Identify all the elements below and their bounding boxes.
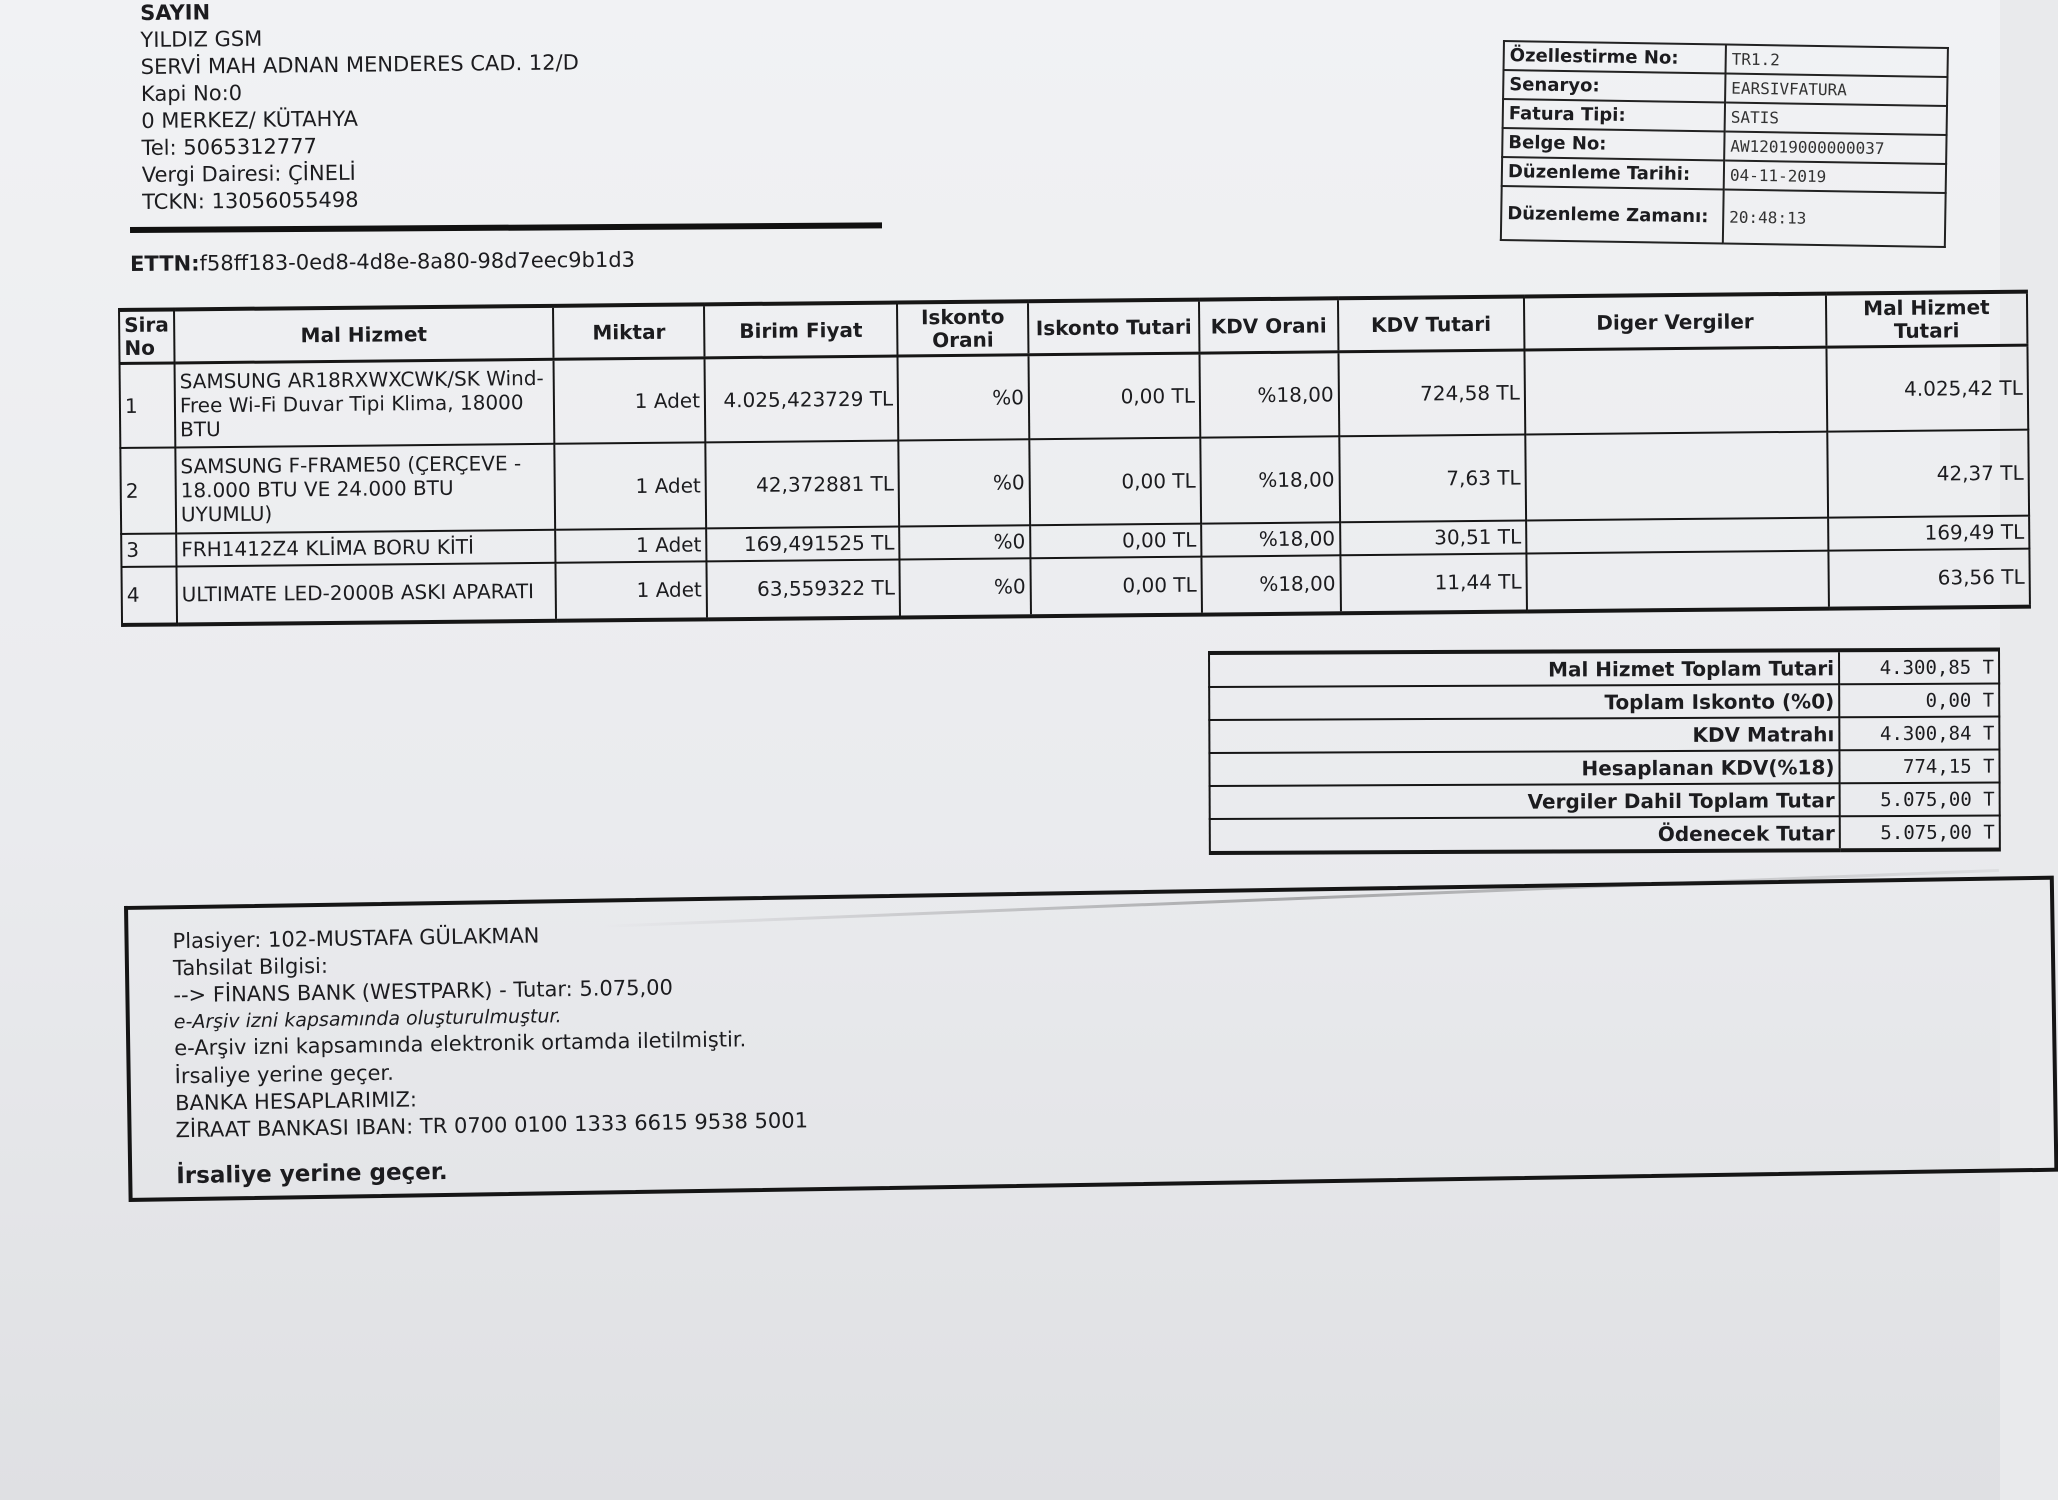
cell-iskonto-orani: %0 (899, 439, 1031, 526)
info-key: Düzenleme Tarihi: (1502, 157, 1724, 189)
cell-mal-hizmet-tutari: 42,37 TL (1827, 429, 2029, 517)
sender-block (140, 0, 580, 216)
cell-miktar: 1 Adet (555, 442, 707, 529)
cell-diger-vergiler (1526, 550, 1828, 611)
info-key: Fatura Tipi: (1503, 99, 1725, 131)
cell-diger-vergiler (1525, 431, 1828, 520)
info-key: Düzenleme Zamanı: (1501, 186, 1724, 243)
cell-mal-hizmet-tutari: 63,56 TL (1828, 548, 2030, 608)
earsiv-note-1: e-Arşiv izni kapsamında oluşturulmuştur. (173, 1005, 562, 1034)
col-kdv-tutari: KDV Tutari (1338, 297, 1525, 352)
sayin-heading: SAYIN (140, 0, 211, 25)
invoice-info-table (1500, 40, 1949, 248)
cell-iskonto-tutari: 0,00 TL (1030, 556, 1202, 616)
cell-kdv-tutari: 7,63 TL (1339, 434, 1526, 522)
sender-divider (130, 222, 882, 233)
irsaliye-bold-note: İrsaliye yerine geçer. (176, 1158, 448, 1190)
col-iskonto-orani: Iskonto Orani (897, 301, 1028, 356)
cell-kdv-orani: %18,00 (1201, 522, 1340, 556)
tahsilat-label: Tahsilat Bilgisi: (172, 953, 329, 981)
info-value: AW12019000000037 (1724, 131, 1946, 163)
earsiv-note-2: e-Arşiv izni kapsamında elektronik ortamda iletilmiştir. (174, 1027, 747, 1061)
ettn-line (130, 248, 635, 276)
ettn-label: ETTN: (130, 251, 200, 276)
cell-birim-fiyat: 169,491525 TL (706, 526, 899, 561)
sender-line: 0 MERKEZ/ KÜTAHYA (141, 106, 359, 133)
cell-kdv-tutari: 30,51 TL (1340, 520, 1526, 555)
tahsilat-line: --> FİNANS BANK (WESTPARK) - Tutar: 5.075,00 (173, 975, 674, 1008)
irsaliye-note: İrsaliye yerine geçer. (174, 1060, 394, 1089)
total-label: Mal Hizmet Toplam Tutari (1209, 650, 1839, 687)
sender-line: Vergi Dairesi: ÇİNELİ (141, 160, 356, 187)
col-diger-vergiler: Diger Vergiler (1524, 294, 1826, 350)
notes-box (124, 876, 2058, 1202)
col-mal-hizmet-tutari: Mal Hizmet Tutari (1826, 292, 2028, 347)
cell-kdv-orani: %18,00 (1199, 352, 1339, 437)
totals-row (1209, 684, 1999, 720)
totals-table (1208, 648, 2001, 855)
sender-line: TCKN: 13056055498 (141, 187, 359, 214)
col-miktar: Miktar (553, 304, 704, 359)
cell-birim-fiyat: 42,372881 TL (705, 440, 899, 528)
totals-row (1209, 750, 1999, 786)
cell-mal-hizmet: SAMSUNG AR18RXWXCWK/SK Wind-Free Wi-Fi Duvar Tipi Klima, 18000 BTU (174, 359, 554, 447)
totals-row (1209, 650, 1999, 687)
col-mal-hizmet: Mal Hizmet (174, 306, 554, 363)
info-key: Belge No: (1502, 128, 1724, 160)
cell-kdv-tutari: 724,58 TL (1338, 350, 1525, 436)
info-row (1501, 186, 1946, 247)
bank-accounts-label: BANKA HESAPLARIMIZ: (174, 1087, 418, 1116)
cell-kdv-orani: %18,00 (1201, 555, 1340, 614)
totals-row (1210, 816, 2000, 853)
info-key: Senaryo: (1503, 70, 1725, 102)
total-label: Vergiler Dahil Toplam Tutar (1210, 783, 1840, 819)
cell-sira: 3 (121, 533, 176, 567)
col-birim-fiyat: Birim Fiyat (704, 303, 898, 358)
total-label: Hesaplanan KDV(%18) (1209, 750, 1839, 786)
sender-line: SERVİ MAH ADNAN MENDERES CAD. 12/D (140, 50, 579, 79)
cell-miktar: 1 Adet (555, 528, 706, 562)
cell-iskonto-orani: %0 (899, 525, 1030, 559)
cell-mal-hizmet-tutari: 4.025,42 TL (1826, 345, 2028, 431)
sender-line: YILDIZ GSM (140, 26, 263, 52)
total-value: 774,15 T (1839, 750, 1999, 784)
sender-line: Kapi No:0 (140, 80, 243, 106)
total-label: Ödenecek Tutar (1210, 816, 1840, 853)
col-iskonto-tutari: Iskonto Tutari (1028, 300, 1200, 355)
cell-mal-hizmet: SAMSUNG F-FRAME50 (ÇERÇEVE - 18.000 BTU VE 24.000 BTU UYUMLU) (175, 443, 555, 533)
total-value: 5.075,00 T (1840, 783, 2000, 817)
cell-birim-fiyat: 4.025,423729 TL (705, 356, 899, 442)
cell-kdv-tutari: 11,44 TL (1340, 553, 1527, 613)
cell-iskonto-orani: %0 (898, 355, 1030, 440)
items-table (118, 290, 2031, 627)
cell-kdv-orani: %18,00 (1200, 436, 1340, 523)
cell-birim-fiyat: 63,559322 TL (707, 559, 901, 619)
info-key: Özellestirme No: (1504, 41, 1726, 73)
cell-mal-hizmet: ULTIMATE LED-2000B ASKI APARATI (176, 562, 556, 624)
info-value: 20:48:13 (1723, 189, 1946, 246)
ettn-value: f58ff183-0ed8-4d8e-8a80-98d7eec9b1d3 (199, 247, 636, 276)
total-value: 5.075,00 T (1840, 816, 2000, 851)
info-value: SATIS (1725, 102, 1947, 134)
cell-diger-vergiler (1524, 347, 1827, 434)
totals-row (1210, 783, 2000, 819)
cell-mal-hizmet: FRH1412Z4 KLİMA BORU KİTİ (176, 529, 556, 566)
info-value: EARSIVFATURA (1725, 73, 1947, 105)
info-value: TR1.2 (1726, 45, 1948, 77)
total-value: 0,00 T (1839, 684, 1999, 718)
cell-mal-hizmet-tutari: 169,49 TL (1828, 515, 2030, 550)
total-value: 4.300,84 T (1839, 717, 1999, 751)
totals-row (1209, 717, 1999, 753)
total-label: KDV Matrahı (1209, 717, 1839, 753)
cell-iskonto-tutari: 0,00 TL (1028, 353, 1200, 439)
cell-iskonto-orani: %0 (900, 558, 1031, 617)
iban-line: ZİRAAT BANKASI IBAN: TR 0700 0100 1333 6615 9538 5001 (175, 1108, 809, 1143)
cell-iskonto-tutari: 0,00 TL (1029, 437, 1201, 525)
cell-miktar: 1 Adet (556, 561, 707, 620)
col-sira: Sira No (119, 309, 174, 363)
sender-line: Tel: 5065312777 (141, 134, 318, 160)
info-value: 04-11-2019 (1724, 160, 1946, 192)
cell-miktar: 1 Adet (554, 358, 706, 443)
cell-sira: 4 (121, 566, 176, 625)
cell-sira: 2 (120, 447, 176, 534)
col-kdv-orani: KDV Orani (1199, 298, 1338, 353)
cell-diger-vergiler (1526, 517, 1828, 553)
total-label: Toplam Iskonto (%0) (1209, 684, 1839, 720)
total-value: 4.300,85 T (1839, 650, 1999, 685)
cell-sira: 1 (120, 363, 176, 448)
plasiyer-line: Plasiyer: 102-MUSTAFA GÜLAKMAN (172, 923, 540, 954)
cell-iskonto-tutari: 0,00 TL (1030, 523, 1201, 558)
